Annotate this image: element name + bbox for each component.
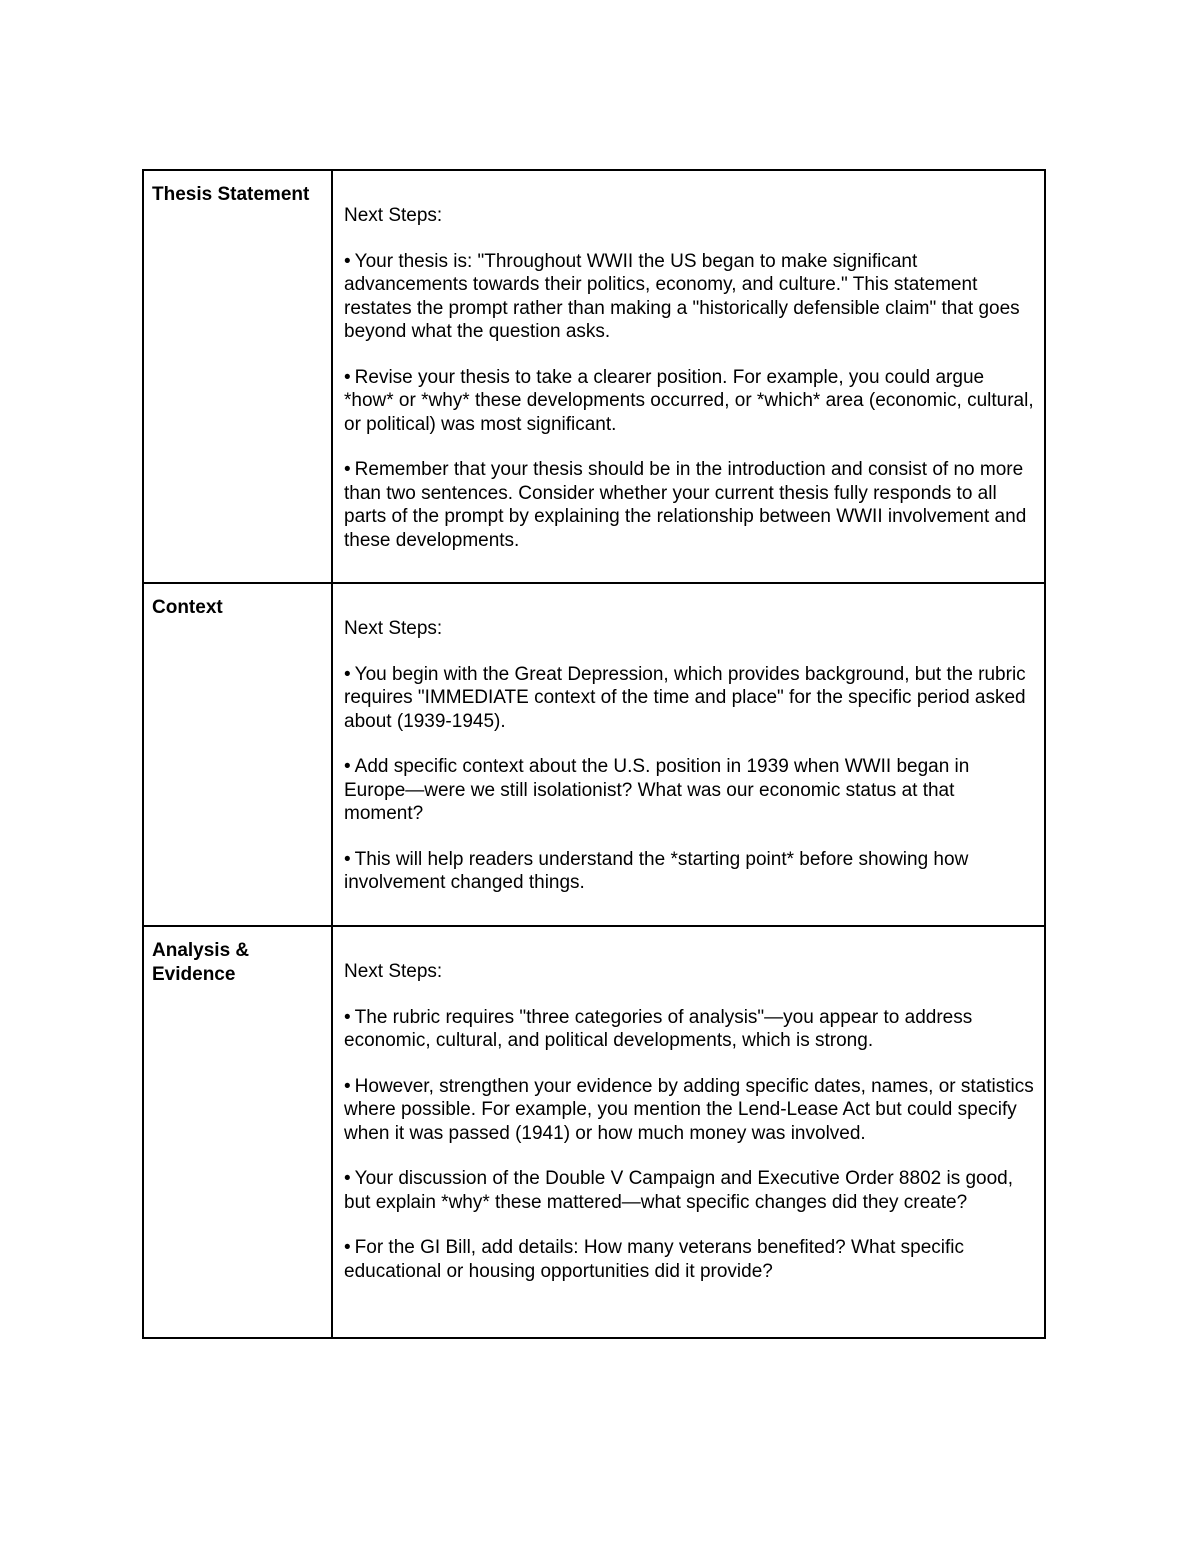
feedback-bullet [344, 366, 1034, 437]
table-row-context [143, 583, 1045, 926]
row-label-analysis-evidence: Analysis & Evidence [152, 940, 250, 985]
feedback-bullet [344, 755, 1034, 826]
row-label-context: Context [152, 597, 223, 618]
bullet-text: Remember that your thesis should be in the introduction and consist of no more than two sentences. Consider whether your current thesis fully responds to all parts of the prompt by explaining the relationship between WWII involvement and these developments. [344, 459, 1027, 551]
bullet-icon: • [344, 756, 351, 777]
bullet-text: For the GI Bill, add details: How many veterans benefited? What specific educational or housing opportunities did it provide? [344, 1237, 965, 1282]
bullet-icon: • [344, 1168, 351, 1189]
feedback-bullet [344, 663, 1034, 734]
bullet-icon: • [344, 663, 351, 685]
bullet-text: Your discussion of the Double V Campaign and Executive Order 8802 is good, but explain *why* these mattered—what specific changes did they create? [344, 1168, 1014, 1213]
bullet-icon: • [344, 1075, 351, 1097]
bullet-text: Revise your thesis to take a clearer position. For example, you could argue *how* or *why* these developments occurred, or *which* area (economic, cultural, or political) was most significant. [344, 366, 1034, 435]
bullet-text: This will help readers understand the *starting point* before showing how involvement changed things. [344, 848, 969, 893]
table-row-analysis-evidence [143, 926, 1045, 1338]
feedback-bullet [344, 1236, 1034, 1283]
table-row-thesis-statement [143, 170, 1045, 583]
feedback-table [142, 169, 1046, 1339]
feedback-bullet [344, 1075, 1034, 1146]
row-content-cell [332, 170, 1045, 583]
next-steps-heading: Next Steps: [344, 618, 443, 639]
feedback-bullet [344, 1167, 1034, 1214]
bullet-text: Add specific context about the U.S. position in 1939 when WWII began in Europe—were we still isolationist? What was our economic status at that moment? [344, 756, 970, 824]
row-label-thesis-statement: Thesis Statement [152, 184, 310, 205]
bullet-text: The rubric requires "three categories of analysis"—you appear to address economic, cultural, and political developments, which is strong. [344, 1006, 973, 1051]
row-label-cell [143, 170, 332, 583]
bullet-text: Your thesis is: "Throughout WWII the US began to make significant advancements towards their politics, economy, and culture." This statement restates the prompt rather than making a "historically defensible claim" that goes beyond what the question asks. [344, 250, 1020, 342]
feedback-bullet [344, 848, 1034, 895]
bullet-icon: • [344, 848, 351, 870]
row-label-cell [143, 926, 332, 1338]
bullet-icon: • [344, 1237, 351, 1258]
next-steps-heading: Next Steps: [344, 961, 443, 982]
row-content-cell [332, 583, 1045, 926]
bullet-text: You begin with the Great Depression, which provides background, but the rubric requires "IMMEDIATE context of the time and place" for the specific period asked about (1939-1945). [344, 663, 1026, 732]
feedback-bullet [344, 458, 1034, 552]
bullet-icon: • [344, 1006, 351, 1028]
feedback-bullet [344, 250, 1034, 344]
bullet-icon: • [344, 366, 351, 388]
next-steps-heading: Next Steps: [344, 205, 443, 226]
bullet-icon: • [344, 459, 351, 480]
bullet-text: However, strengthen your evidence by adding specific dates, names, or statistics where possible. For example, you mention the Lend-Lease Act but could specify when it was passed (1941) or how much money was involved. [344, 1075, 1034, 1144]
row-content-cell [332, 926, 1045, 1338]
row-label-cell [143, 583, 332, 926]
bullet-icon: • [344, 250, 351, 272]
feedback-bullet [344, 1006, 1034, 1053]
